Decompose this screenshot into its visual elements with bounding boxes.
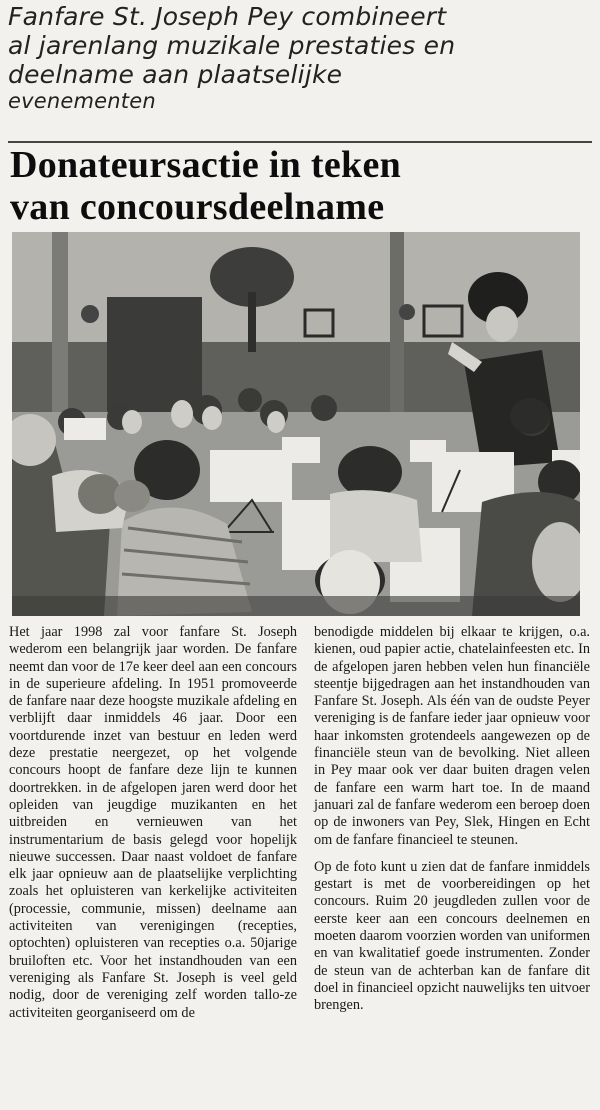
photo-illustration [12, 232, 580, 616]
kicker-line-4: evenementen [8, 89, 156, 113]
article-paragraph: Het jaar 1998 zal voor fanfare St. Joseph wederom een belangrijk jaar worden. De fanfare neemt dan voor de 17e keer deel aan een concours in de superieure afdeling. In 1951 promoveerde de fanfare naar deze hoogste muzikale afdeling en verblijft daar inmiddels 46 jaar. Door een voortdurende inzet van bestuur en leden werd deze prestatie neergezet, op het volgende concours hoopt de fanfare deze lijn te kunnen doortrekken. in de afgelopen jaren werd door het opleiden van jeugdige muzikanten en het uitbreiden en vernieuwen van het instrumentarium de basis gelegd voor hopelijk nieuwe successen. Daar naast voldoet de fanfare elk jaar opnieuw aan de plaatselijke verplichting zoals het opluisteren van kerkelijke activiteiten (processie, communie, missen) deelname aan activiteiten van verenigingen (recepties, optochten) opluisteren van recepties o.a. 50jarige bruiloften etc. Voor het instandhouden van een vereniging als Fanfare St. Joseph is veel geld nodig, door de vereniging zelf worden tallo-ze activiteiten georganiseerd om de [9, 624, 297, 1021]
headline-line-1: Donateursactie in teken [10, 144, 402, 186]
kicker-line-3: deelname aan plaatselijke [8, 60, 343, 89]
article-column-left [9, 624, 297, 1032]
divider-rule [8, 141, 592, 143]
headline-line-2: van concoursdeelname [10, 186, 385, 228]
article-paragraph: Op de foto kunt u zien dat de fanfare inmiddels gestart is met de voorbereidingen op het concours. Ruim 20 jeugdleden zullen voor de eerste keer aan een concours deelnemen en moeten daarom voorzien worden van uniformen en van kwalitatief goede instrumenten. Zonder de steun van de achterban kan de fanfare dit doel in financieel opzicht nauwelijks ten uitvoer brengen. [314, 858, 590, 1014]
headline [10, 144, 590, 228]
band-rehearsal-photo [12, 232, 580, 616]
kicker-subheading [8, 2, 568, 114]
kicker-line-1: Fanfare St. Joseph Pey combineert [8, 2, 447, 31]
kicker-line-2: al jarenlang muzikale prestaties en [8, 31, 456, 60]
article-paragraph: benodigde middelen bij elkaar te krijgen, o.a. kienen, oud papier actie, chatelainfeesten etc. In de afgelopen jaren hebben velen hun financiële steentje bijgedragen aan het instandhouden van Fanfare St. Joseph. Als één van de oudste Peyer vereniging is de fanfare ieder jaar opnieuw voor haar inkomsten grotendeels aangewezen op de financiële steun van de bevolking. Niet alleen in Pey maar ook ver daar buiten dragen velen de fanfare een warm hart toe. In de maand januari zal de fanfare wederom een beroep doen op de inwoners van Pey, Slek, Hingen en Echt om de fanfare financieel te steunen. [314, 624, 590, 848]
article-column-right [314, 624, 590, 1025]
